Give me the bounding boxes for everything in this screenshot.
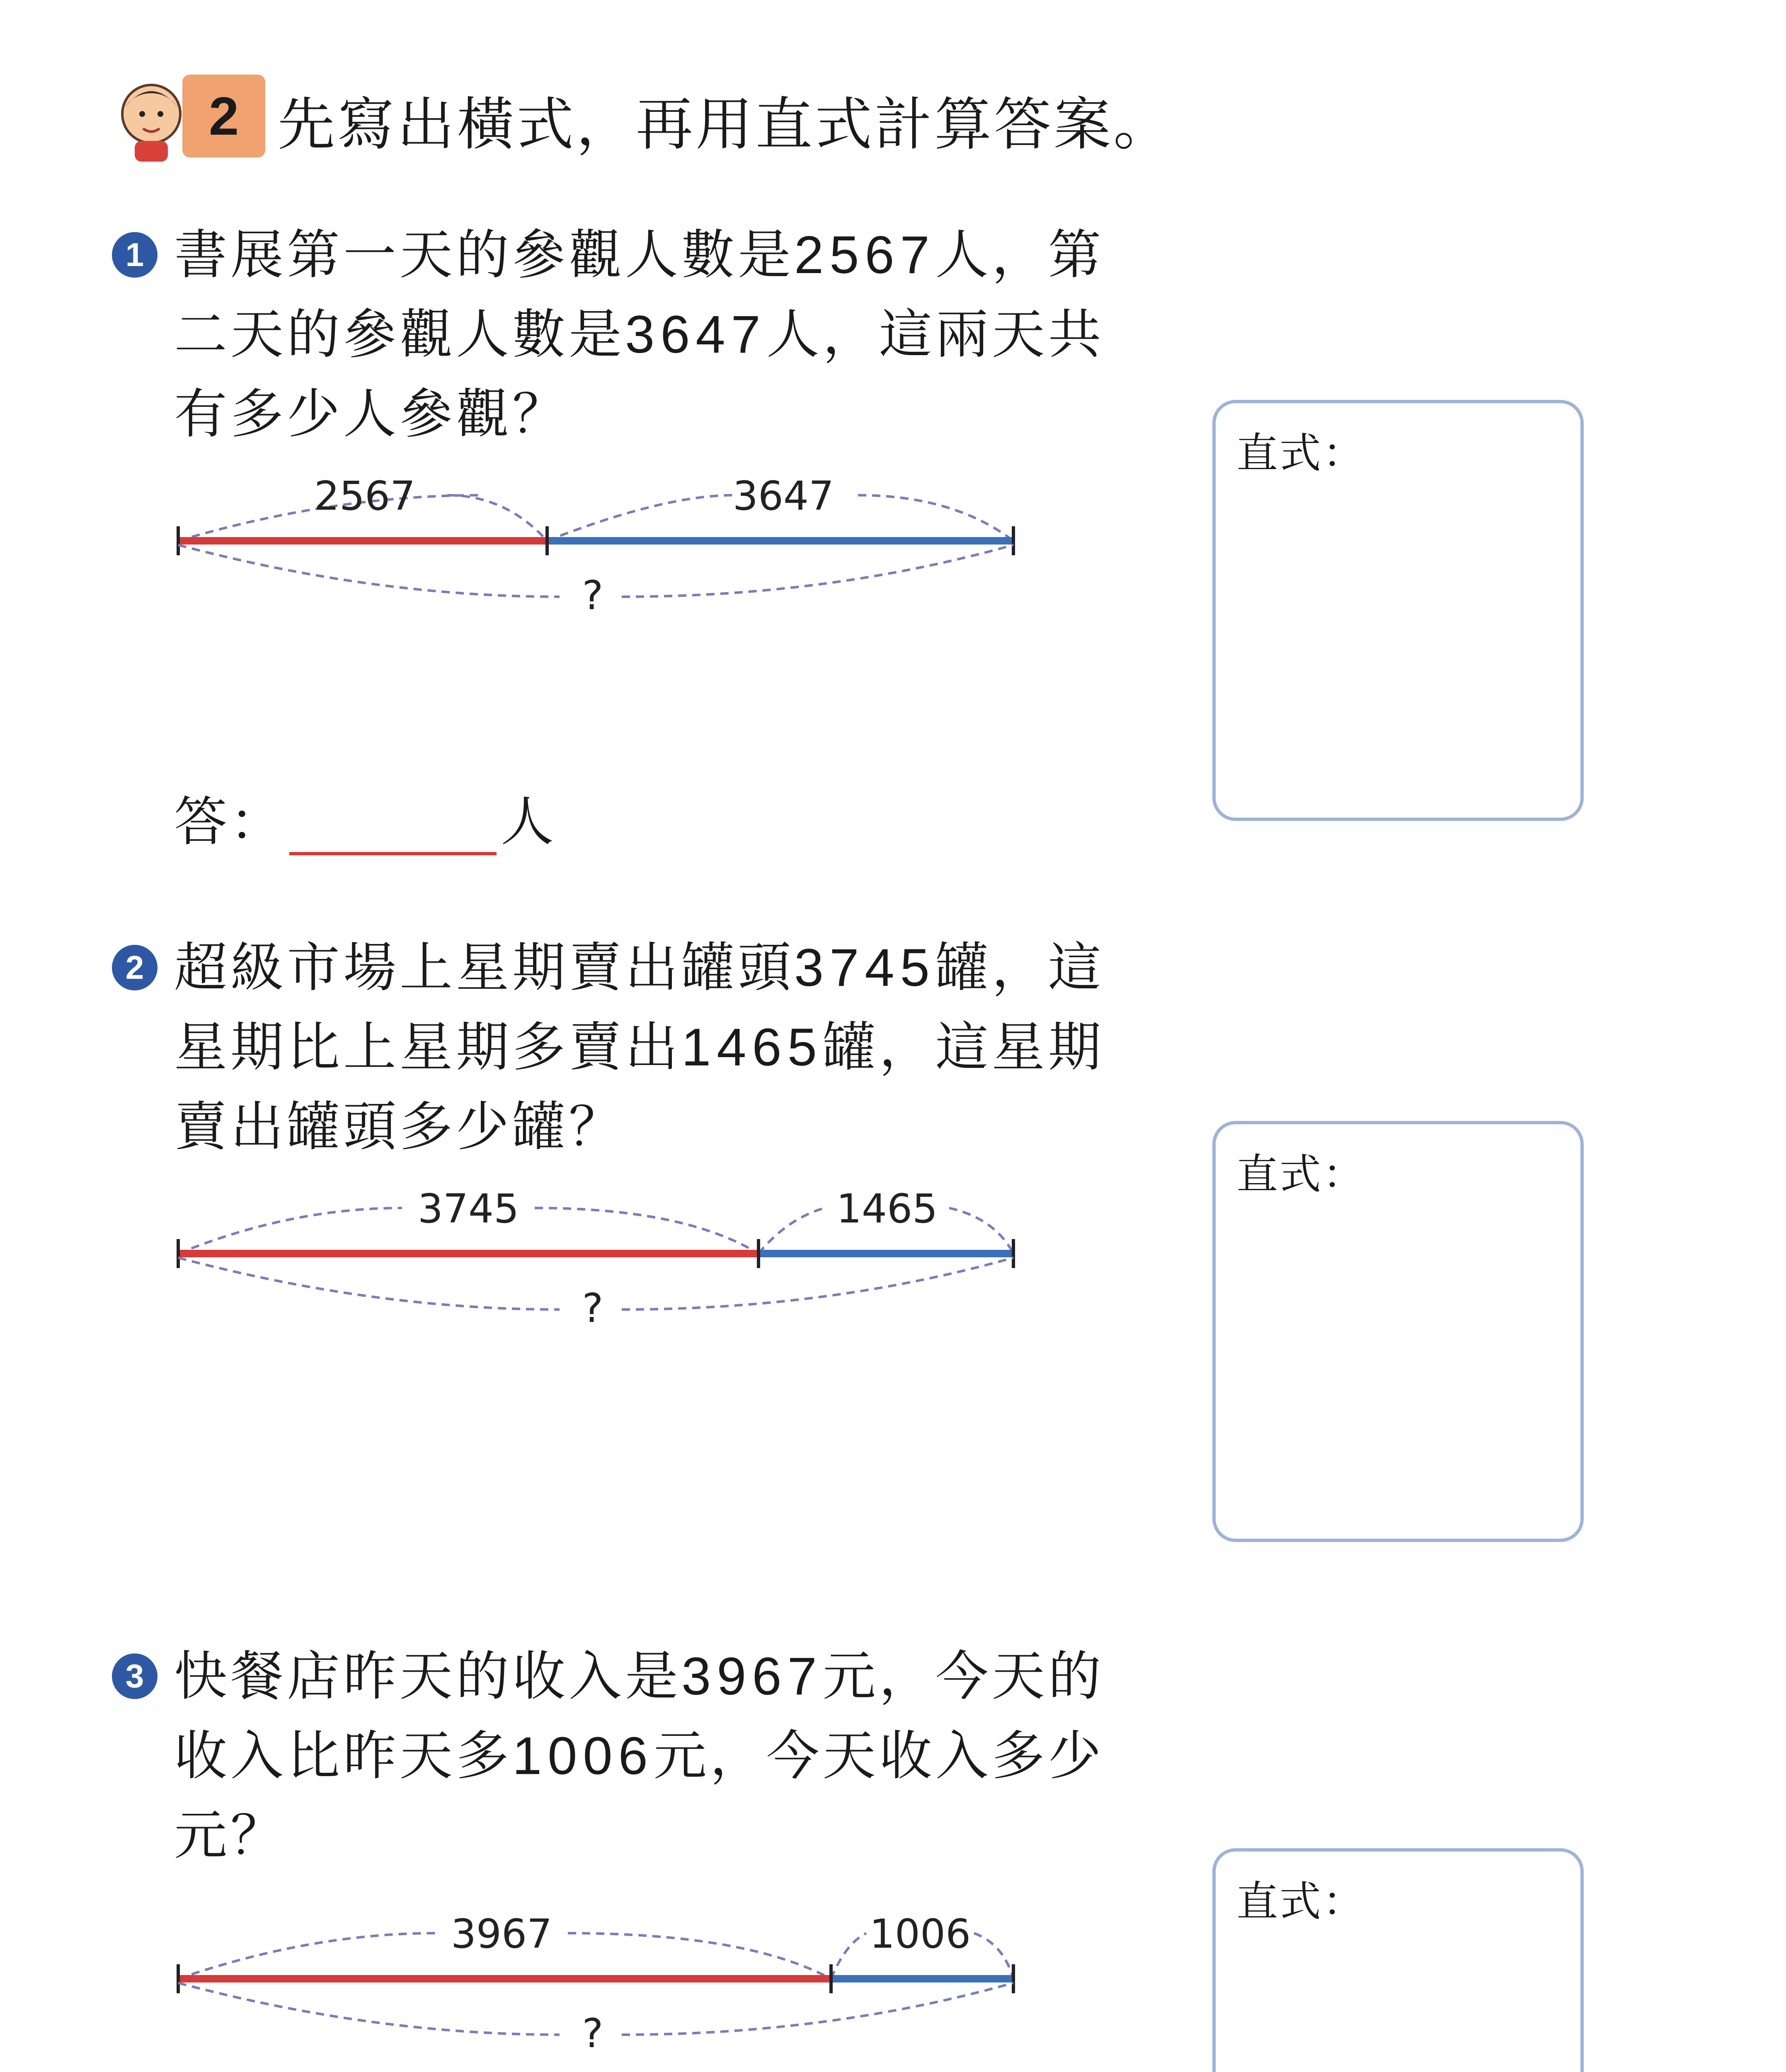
answer-blank[interactable] bbox=[289, 806, 497, 855]
question-number-badge: 2 bbox=[182, 75, 265, 157]
work-box[interactable]: 直式： bbox=[1212, 1121, 1584, 1542]
bar-b-label: 3647 bbox=[732, 473, 834, 519]
problem-text: 快餐店昨天的收入是3967元，今天的 收入比昨天多1006元，今天收入多少 元？ bbox=[174, 1646, 1105, 1866]
bar-a-label: 2567 bbox=[314, 473, 416, 519]
problem-text: 超級市場上星期賣出罐頭3745罐，這 星期比上星期多賣出1465罐，這星期 賣出罐頭多少罐？ bbox=[174, 937, 1105, 1158]
total-label: ? bbox=[582, 2010, 603, 2057]
total-label: ? bbox=[582, 572, 603, 619]
bar-a-label: 3745 bbox=[417, 1186, 519, 1232]
bar-b-label: 1465 bbox=[836, 1186, 938, 1232]
bar-b-label: 1006 bbox=[869, 1911, 971, 1957]
work-box[interactable]: 直式： bbox=[1212, 1848, 1584, 2072]
problem-text: 書展第一天的參觀人數是2567人，第 二天的參觀人數是3647人，這兩天共 有多少人參觀？ bbox=[174, 224, 1105, 445]
total-label: ? bbox=[582, 1285, 603, 1331]
bar-a-label: 3967 bbox=[451, 1911, 553, 1957]
problem-number: 2 bbox=[112, 945, 158, 990]
problem-number: 1 bbox=[112, 232, 158, 278]
work-box[interactable]: 直式： bbox=[1212, 400, 1584, 821]
teacher-mascot-icon bbox=[110, 75, 193, 166]
answer-row: 答： 人 bbox=[174, 779, 556, 855]
instruction-text: 先寫出橫式，再用直式計算答案。 bbox=[278, 91, 1173, 158]
problem-number: 3 bbox=[112, 1653, 158, 1699]
